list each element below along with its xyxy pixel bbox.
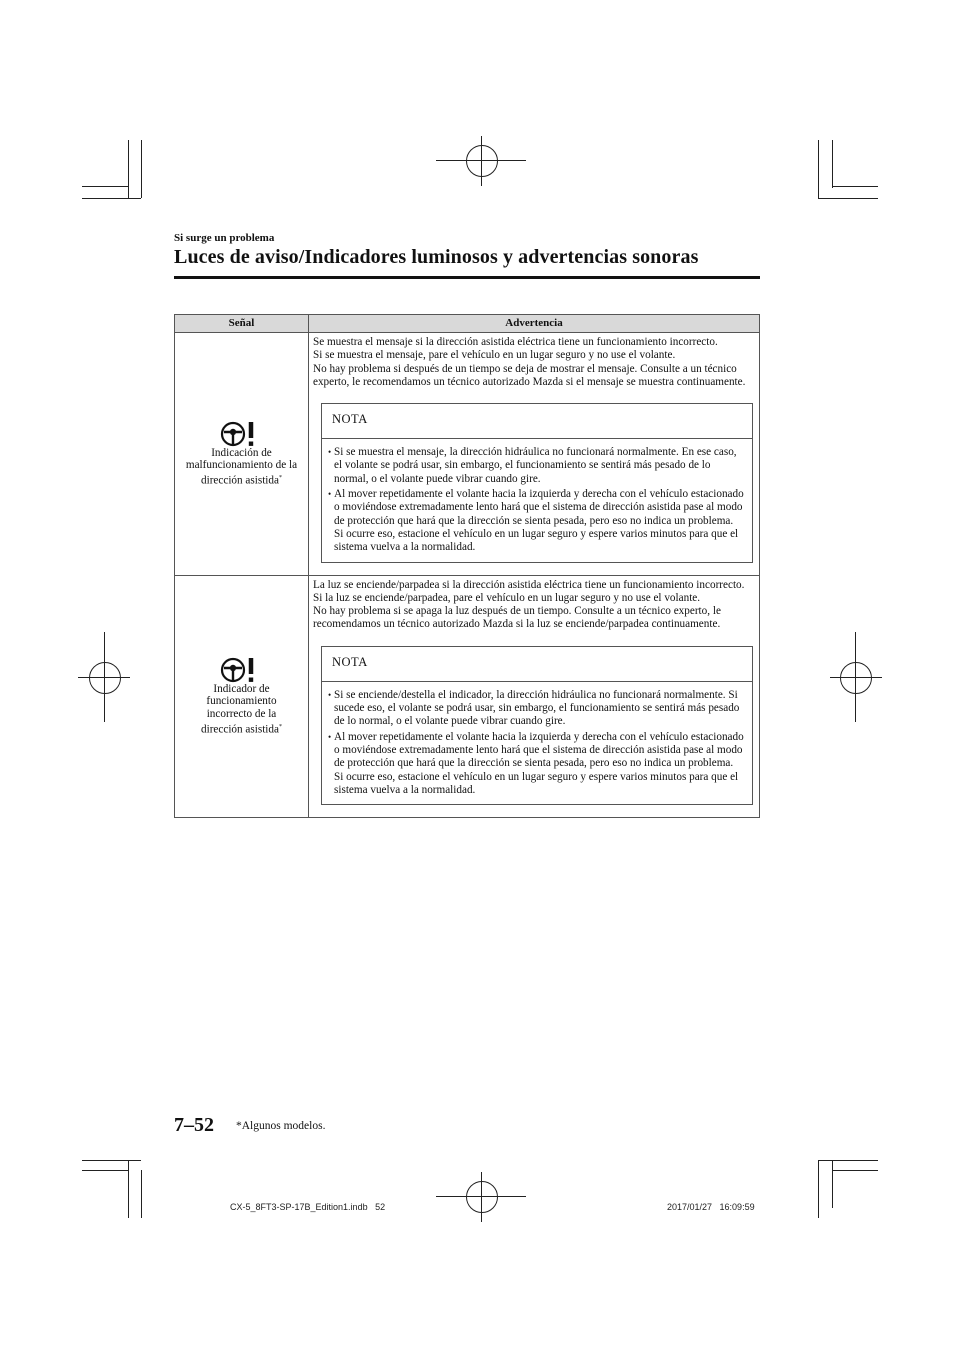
warning-paragraph: No hay problema si después de un tiempo se deja de mostrar el mensaje. Consulte a un técnico experto, le recomendamos un técnico autorizado Mazda si el mensaje se muestra continuamente. bbox=[313, 362, 746, 388]
page-number: 7–52 bbox=[174, 1114, 214, 1136]
warning-cell bbox=[309, 575, 760, 818]
table-row bbox=[175, 575, 760, 818]
note-text: Si se enciende/destella el indicador, la dirección hidráulica no funcionará normalmente. Si sucede eso, el volante se podrá usar, sin embargo, el funcionamiento se sentirá más pesado de lo normal, o el volante puede vibrar cuando gire. bbox=[334, 688, 740, 728]
column-header-warning: Advertencia bbox=[309, 315, 760, 333]
note-box bbox=[321, 403, 753, 562]
warning-paragraph: Si se muestra el mensaje, pare el vehículo en un lugar seguro y no use el volante. bbox=[313, 349, 676, 362]
note-item bbox=[328, 488, 744, 554]
signal-cell bbox=[175, 333, 309, 576]
bullet-icon: • bbox=[328, 689, 332, 700]
signal-cell bbox=[175, 575, 309, 818]
steering-wheel-warning-icon bbox=[220, 657, 264, 683]
bullet-icon: • bbox=[328, 447, 332, 458]
section-label: Si surge un problema bbox=[174, 232, 275, 244]
warning-table bbox=[174, 314, 760, 818]
note-item bbox=[328, 689, 744, 729]
note-text: Al mover repetidamente el volante hacia la izquierda y derecha con el vehículo estacionado o moviéndose extremadamente lento hará que el sistema de dirección asistida pase al modo de protección que hará que la dirección se sienta pesada, pero eso no indica un problema. Si ocurre eso, estacione el vehículo en un lugar seguro y espere varios minutos para que el sistema vuelva a la normalidad. bbox=[334, 488, 744, 554]
print-date-info: 2017/01/27 16:09:59 bbox=[667, 1202, 755, 1212]
signal-name: Indicación de malfuncionamiento de la dirección asistida bbox=[185, 446, 298, 487]
steering-wheel-warning-icon bbox=[220, 421, 264, 447]
print-file-info: CX-5_8FT3-SP-17B_Edition1.indb 52 bbox=[230, 1202, 386, 1212]
note-box bbox=[321, 646, 753, 805]
warning-paragraph: La luz se enciende/parpadea si la dirección asistida eléctrica tiene un funcionamiento incorrecto. bbox=[313, 578, 745, 591]
note-title: NOTA bbox=[322, 647, 752, 682]
note-title: NOTA bbox=[322, 404, 752, 439]
warning-paragraph: Se muestra el mensaje si la dirección asistida eléctrica tiene un funcionamiento incorrecto. bbox=[313, 336, 718, 348]
bullet-icon: • bbox=[328, 489, 332, 500]
table-header-row bbox=[175, 315, 760, 333]
note-text: Si se muestra el mensaje, la dirección hidráulica no funcionará normalmente. En ese caso, el volante se podrá usar, sin embargo, el funcionamiento se sentirá más pesado de lo normal, o el volante puede vibrar cuando gire. bbox=[334, 446, 737, 485]
note-text: Al mover repetidamente el volante hacia la izquierda y derecha con el vehículo estacionado o moviéndose extremadamente lento hará que el sistema de dirección asistida pase al modo de protección que hará que la dirección se sienta pesada, pero eso no indica un problema. Si ocurre eso, estacione el vehículo en un lugar seguro y espere varios minutos para que el sistema vuelva a la normalidad. bbox=[334, 730, 744, 796]
table-row bbox=[175, 333, 760, 576]
note-item bbox=[328, 731, 744, 797]
footnote: *Algunos modelos. bbox=[236, 1120, 326, 1132]
asterisk-mark: * bbox=[278, 723, 282, 730]
column-header-signal: Señal bbox=[175, 315, 309, 333]
warning-paragraph: Si la luz se enciende/parpadea, pare el vehículo en un lugar seguro y no use el volante. bbox=[313, 591, 701, 604]
warning-paragraph: No hay problema si se apaga la luz después de un tiempo. Consulte a un técnico experto, le recomendamos un técnico autorizado Mazda si la luz se enciende/parpadea continuamente. bbox=[313, 605, 721, 631]
warning-cell bbox=[309, 333, 760, 576]
page-title: Luces de aviso/Indicadores luminosos y advertencias sonoras bbox=[174, 246, 699, 268]
signal-name: Indicador de funcionamiento incorrecto de la dirección asistida bbox=[201, 682, 279, 736]
bullet-icon: • bbox=[328, 731, 332, 742]
asterisk-mark: * bbox=[278, 474, 282, 481]
note-item bbox=[328, 446, 744, 486]
title-rule bbox=[174, 276, 760, 279]
